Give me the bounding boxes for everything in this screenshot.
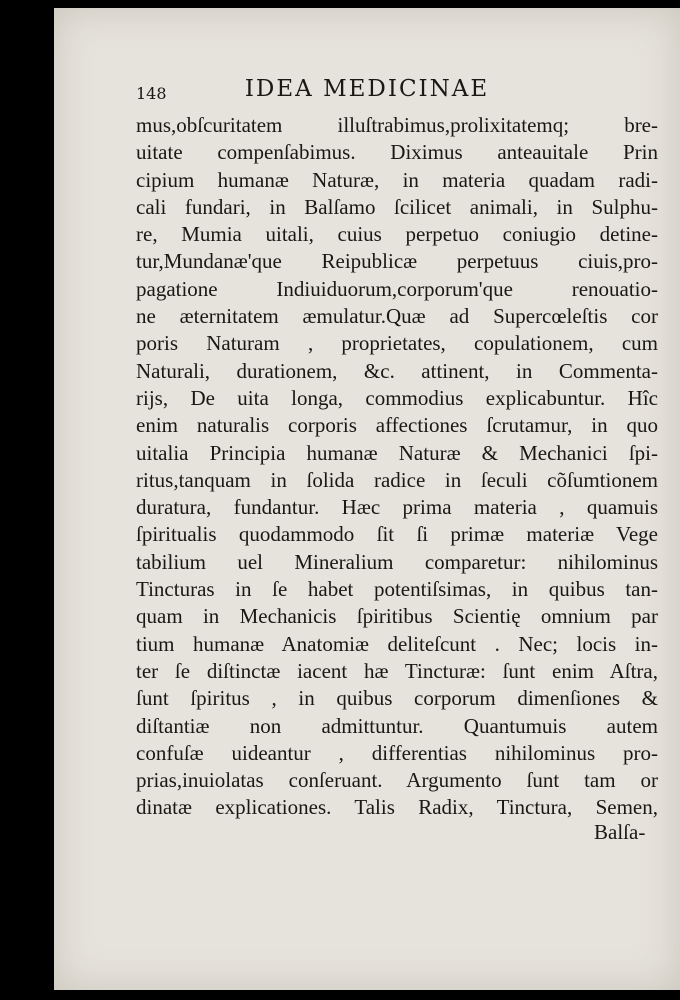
page-number: 148 [136, 84, 167, 103]
running-title: IDEA MEDICINAE [244, 76, 490, 102]
text-line: tabilium uel Mineralium comparetur: nihilominus [136, 549, 658, 574]
text-line: quam in Mechanicis ſpiritibus Scientię omnium par [136, 604, 658, 629]
text-line: cali fundari, in Balſamo ſcilicet animali, in Sulphu- [136, 194, 658, 219]
text-line: enim naturalis corporis affectiones ſcrutamur, in quo [136, 413, 658, 438]
text-line: ne æternitatem æmulatur.Quæ ad Supercœleſtis cor [136, 304, 658, 329]
text-line: confuſæ uideantur , differentias nihilominus pro- [136, 740, 658, 765]
text-line: poris Naturam , proprietates, copulationem, cum [136, 331, 658, 356]
text-line: uitate compenſabimus. Diximus anteauitale Prin [136, 140, 658, 165]
text-line: cipium humanæ Naturæ, in materia quadam radi- [136, 167, 658, 192]
text-line: ter ſe diſtinctæ iacent hæ Tincturæ: ſunt enim Aſtra, [136, 658, 658, 683]
text-line: ſpiritualis quodammodo ſit ſi primæ materiæ Vege [136, 522, 658, 547]
catchword: Balſa- [594, 820, 646, 844]
text-line: tium humanæ Anatomiæ deliteſcunt . Nec; locis in- [136, 631, 658, 656]
text-line: dinatæ explicationes. Talis Radix, Tinctura, Semen, [136, 795, 658, 820]
text-line: pagatione Indiuiduorum,corporum'que renouatio- [136, 276, 658, 301]
page-header [54, 70, 680, 110]
book-page [54, 8, 680, 990]
text-line: duratura, fundantur. Hæc prima materia , quamuis [136, 495, 658, 520]
text-line: mus,obſcuritatem illuſtrabimus,prolixitatemq; bre- [136, 113, 658, 137]
text-line: re, Mumia uitali, cuius perpetuo coniugio detine- [136, 222, 658, 247]
text-line: Naturali, durationem, &c. attinent, in Commenta- [136, 358, 658, 383]
text-line: ritus,tanquam in ſolida radice in ſeculi cõſumtionem [136, 467, 658, 492]
text-line: prias,inuiolatas conſeruant. Argumento ſunt tam or [136, 768, 658, 793]
text-line: uitalia Principia humanæ Naturæ & Mechanici ſpi- [136, 440, 658, 465]
text-line: ſunt ſpiritus , in quibus corporum dimenſiones & [136, 686, 658, 711]
text-line: diſtantiæ non admittuntur. Quantumuis autem [136, 713, 658, 738]
text-line: Tincturas in ſe habet potentiſsimas, in quibus tan- [136, 577, 658, 602]
text-line: rijs, De uita longa, commodius explicabuntur. Hîc [136, 385, 658, 410]
text-line: tur,Mundanæ'que Reipublicæ perpetuus ciuis,pro- [136, 249, 658, 274]
body-text [136, 112, 658, 822]
